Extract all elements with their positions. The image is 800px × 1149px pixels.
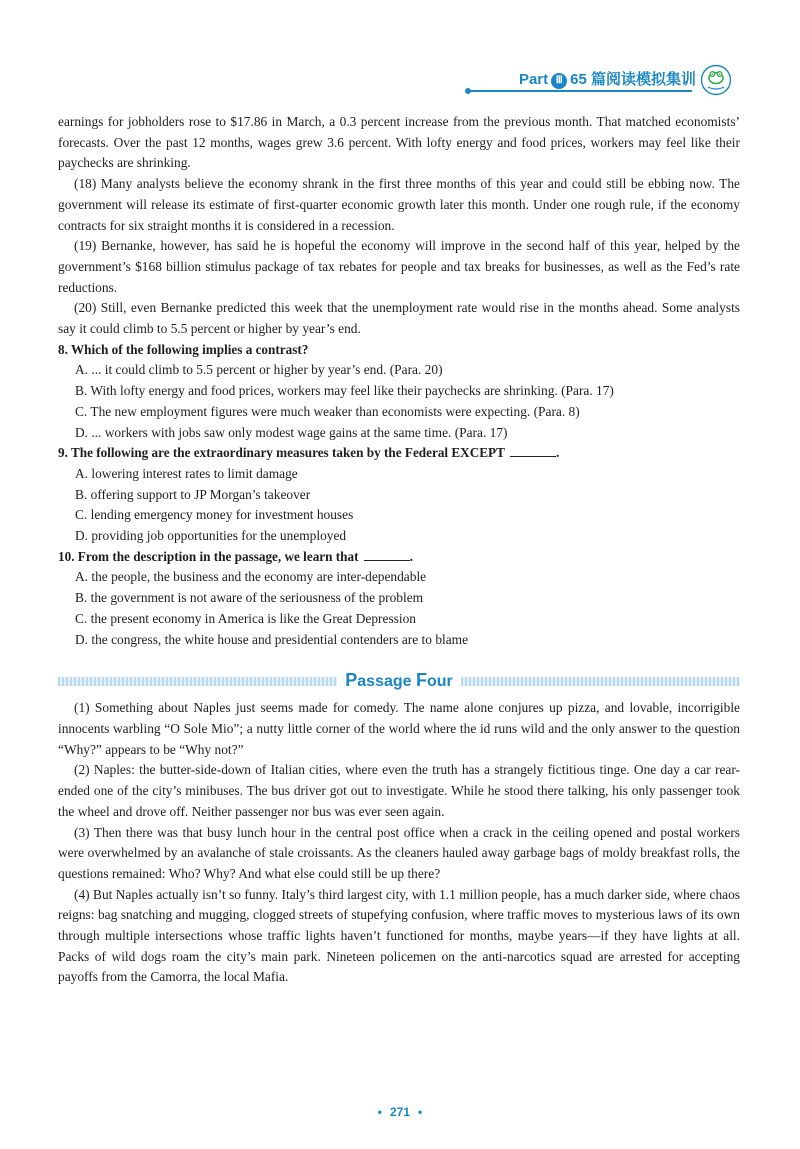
title-rest: assage bbox=[357, 672, 412, 690]
part-label: Part bbox=[518, 71, 549, 88]
title-cap: P bbox=[345, 669, 358, 690]
part-numeral-badge: Ⅲ bbox=[551, 73, 567, 89]
answer-option: C. the present economy in America is like the Great Depression bbox=[75, 610, 416, 626]
continued-paragraph: earnings for jobholders rose to $17.86 in March, a 0.3 percent increase from the previous month. That matched economists’ forecasts. Over the past 12 months, wages grew 3.6 percent. With lofty energy and food prices, workers may feel like their paychecks are shrinking. bbox=[58, 114, 740, 171]
running-header bbox=[470, 64, 740, 96]
question-10 bbox=[58, 547, 740, 651]
publisher-logo-icon bbox=[700, 64, 732, 96]
question-stem-text: 9. The following are the extraordinary measures taken by the Federal EXCEPT bbox=[58, 445, 505, 461]
passage-four-paragraph-3: (3) Then there was that busy lunch hour in the central post office when a crack in the ceiling opened and postal workers were overwhelmed by an avalanche of stale croissants. As the cleaners hauled away garbage bags of moldy breakfast rolls, the questions remained: Who? Why? And what else could still be up there? bbox=[58, 824, 740, 881]
question-stem-text: 10. From the description in the passage, we learn that bbox=[58, 548, 359, 564]
heading-band-right bbox=[461, 677, 740, 686]
answer-option: A. lowering interest rates to limit damage bbox=[75, 465, 298, 481]
answer-option: A. the people, the business and the economy are inter-dependable bbox=[75, 569, 427, 585]
answer-option: A. ... it could climb to 5.5 percent or higher by year’s end. (Para. 20) bbox=[75, 362, 443, 378]
passage-four-heading bbox=[58, 668, 740, 694]
page-number-text: 271 bbox=[389, 1105, 411, 1119]
answer-option: D. ... workers with jobs saw only modest wage gains at the same time. (Para. 17) bbox=[75, 424, 508, 440]
header-rule bbox=[470, 90, 692, 92]
page-number bbox=[0, 1105, 800, 1119]
question-suffix: . bbox=[409, 548, 414, 564]
passage-four-paragraph-2: (2) Naples: the butter-side-down of Italian cities, where even the truth has a strangely fictitious tinge. One day a car rear-ended one of the city’s minibuses. The bus driver got out to investigate. While he stood there talking, his only passenger took the wheel and drove off. Neither passenger nor bus was ever seen again. bbox=[58, 762, 740, 819]
question-8 bbox=[58, 340, 740, 444]
answer-option: D. the congress, the white house and presidential contenders are to blame bbox=[75, 631, 469, 647]
answer-option: D. providing job opportunities for the unemployed bbox=[75, 528, 347, 544]
title-cap: F bbox=[415, 669, 427, 690]
heading-band-left bbox=[58, 677, 337, 686]
page-content bbox=[58, 112, 740, 988]
passage-four-paragraph-1: (1) Something about Naples just seems made for comedy. The name alone conjures up pizza, and lovable, incorrigible innocents warbling “O Sole Mio”; a nutty little corner of the world where the id runs wild and the only answer to the question “Why?” appears to be “Why not?” bbox=[58, 700, 740, 757]
passage-four-paragraph-4: (4) But Naples actually isn’t so funny. Italy’s third largest city, with 1.1 million people, has a much darker side, where chaos reigns: bag snatching and mugging, clogged streets of stupefying confusion, where traffic moves to mysterious laws of its own through multiple intersections whose traffic lights haven’t functioned for months, maybe years—if they have lights at all. Packs of wild dogs roam the city’s main park. Nineteen policemen on the anti-narcotics squad are arrested for accepting payoffs from the Camorra, the local Mafia. bbox=[58, 886, 740, 985]
question-stem bbox=[58, 340, 740, 361]
title-rest: our bbox=[426, 672, 453, 690]
bullet-icon: • bbox=[418, 1105, 423, 1119]
question-stem bbox=[58, 443, 740, 464]
header-title bbox=[519, 68, 696, 89]
question-9 bbox=[58, 443, 740, 547]
answer-option: B. offering support to JP Morgan’s takeover bbox=[75, 486, 311, 502]
answer-option: B. the government is not aware of the seriousness of the problem bbox=[75, 590, 424, 606]
question-suffix: . bbox=[555, 445, 560, 461]
bullet-icon: • bbox=[377, 1105, 382, 1119]
question-stem bbox=[58, 547, 740, 568]
answer-option: C. The new employment figures were much weaker than economists were expecting. (Para. 8) bbox=[75, 403, 580, 419]
paragraph-19: (19) Bernanke, however, has said he is hopeful the economy will improve in the second half of this year, helped by the government’s $168 billion stimulus package of tax rebates for people and tax breaks for businesses, as well as the Fed’s rate reductions. bbox=[58, 238, 740, 295]
question-stem-text: 8. Which of the following implies a contrast? bbox=[58, 341, 309, 357]
answer-option: B. With lofty energy and food prices, workers may feel like their paychecks are shrinking. (Para. 17) bbox=[75, 383, 614, 399]
paragraph-20: (20) Still, even Bernanke predicted this week that the unemployment rate would rise in the months ahead. Some analysts say it could climb to 5.5 percent or higher by year’s end. bbox=[58, 300, 740, 337]
answer-blank bbox=[364, 548, 410, 561]
paragraph-18: (18) Many analysts believe the economy shrank in the first three months of this year and could still be ebbing now. The government will release its estimate of first-quarter economic growth later this month. Under one rough rule, if the economy contracts for six straight months it is considered in a recession. bbox=[58, 176, 740, 233]
book-title: 65 篇阅读模拟集训 bbox=[570, 71, 696, 88]
passage-title bbox=[337, 670, 461, 693]
answer-option: C. lending emergency money for investment houses bbox=[75, 507, 354, 523]
answer-blank bbox=[510, 444, 556, 457]
